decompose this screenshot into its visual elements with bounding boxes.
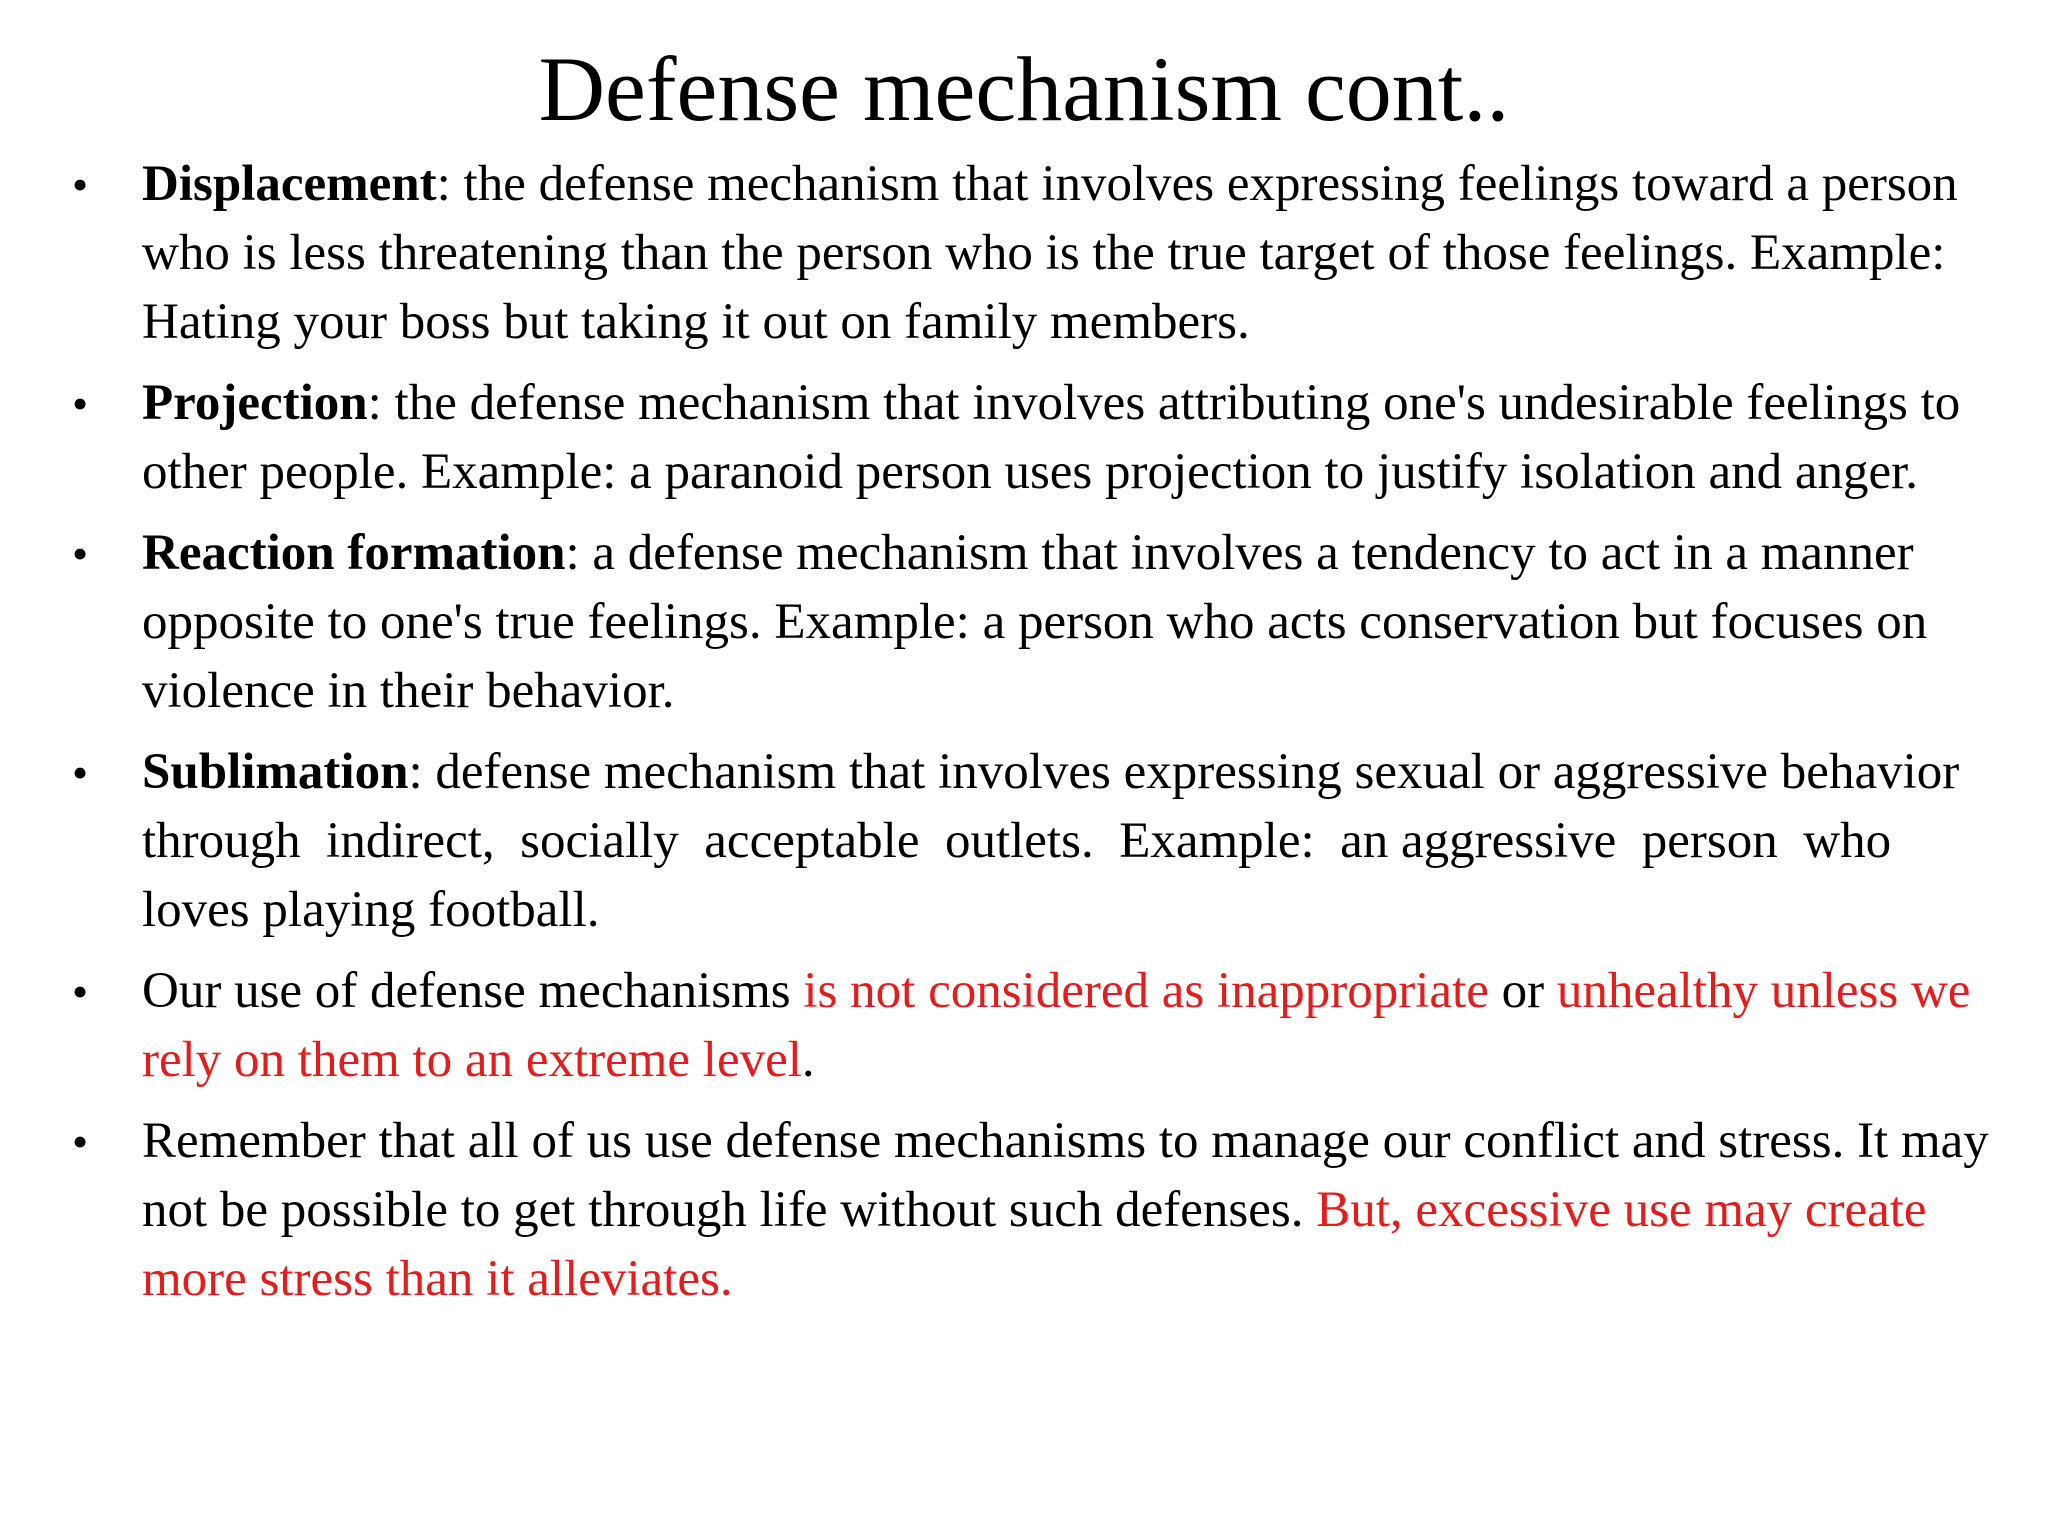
- bullet-icon: •: [72, 159, 89, 210]
- bullet-sublimation: [72, 738, 2012, 945]
- bullet-icon: •: [72, 966, 89, 1017]
- use-text-red-inappropriate: is not considered as inappropriate: [803, 963, 1489, 1019]
- bullet-icon: •: [72, 528, 89, 579]
- use-text-red-unhealthy: unhealthy unless we rely on them to an extreme level: [142, 963, 1971, 1088]
- bullet-icon: •: [72, 1116, 89, 1167]
- bullet-list: [72, 150, 2012, 1326]
- definition-reaction-formation: : a defense mechanism that involves a tendency to act in a manner opposite to one's true feelings. Example: a person who acts conservation but focuses on violence in their behavior.: [142, 525, 1928, 719]
- bullet-displacement: [72, 150, 2012, 357]
- bullet-icon: •: [72, 747, 89, 798]
- slide-title: Defense mechanism cont..: [538, 38, 1510, 140]
- bullet-use-of-defense-mechanisms: [72, 957, 2012, 1095]
- term-projection: Projection: [142, 375, 368, 431]
- remember-text-part1: Remember that all of us use defense mechanisms to manage our conflict and stress. It may not be possible to get through life without such defenses.: [142, 1113, 1989, 1238]
- definition-sublimation: : defense mechanism that involves expressing sexual or aggressive behavior through indirect, socially acceptable outlets. Example: an aggressive person who loves playing football.: [142, 744, 1972, 938]
- term-displacement: Displacement: [142, 156, 437, 212]
- bullet-projection: [72, 369, 2012, 507]
- remember-text-red: But, excessive use may create more stress than it alleviates.: [142, 1182, 1927, 1307]
- bullet-remember: [72, 1107, 2012, 1314]
- definition-projection: : the defense mechanism that involves attributing one's undesirable feelings to other people. Example: a paranoid person uses projection to justify isolation and anger.: [142, 375, 1961, 500]
- bullet-reaction-formation: [72, 519, 2012, 726]
- use-text-part1: Our use of defense mechanisms: [142, 963, 804, 1019]
- term-sublimation: Sublimation: [142, 744, 409, 800]
- term-reaction-formation: Reaction formation: [142, 525, 566, 581]
- use-text-part5: .: [801, 1032, 815, 1088]
- bullet-icon: •: [72, 378, 89, 429]
- definition-displacement: : the defense mechanism that involves expressing feelings toward a person who is less threatening than the person who is the true target of those feelings. Example: Hating your boss but taking it out on family members.: [142, 156, 1958, 350]
- use-text-part3: or: [1488, 963, 1557, 1019]
